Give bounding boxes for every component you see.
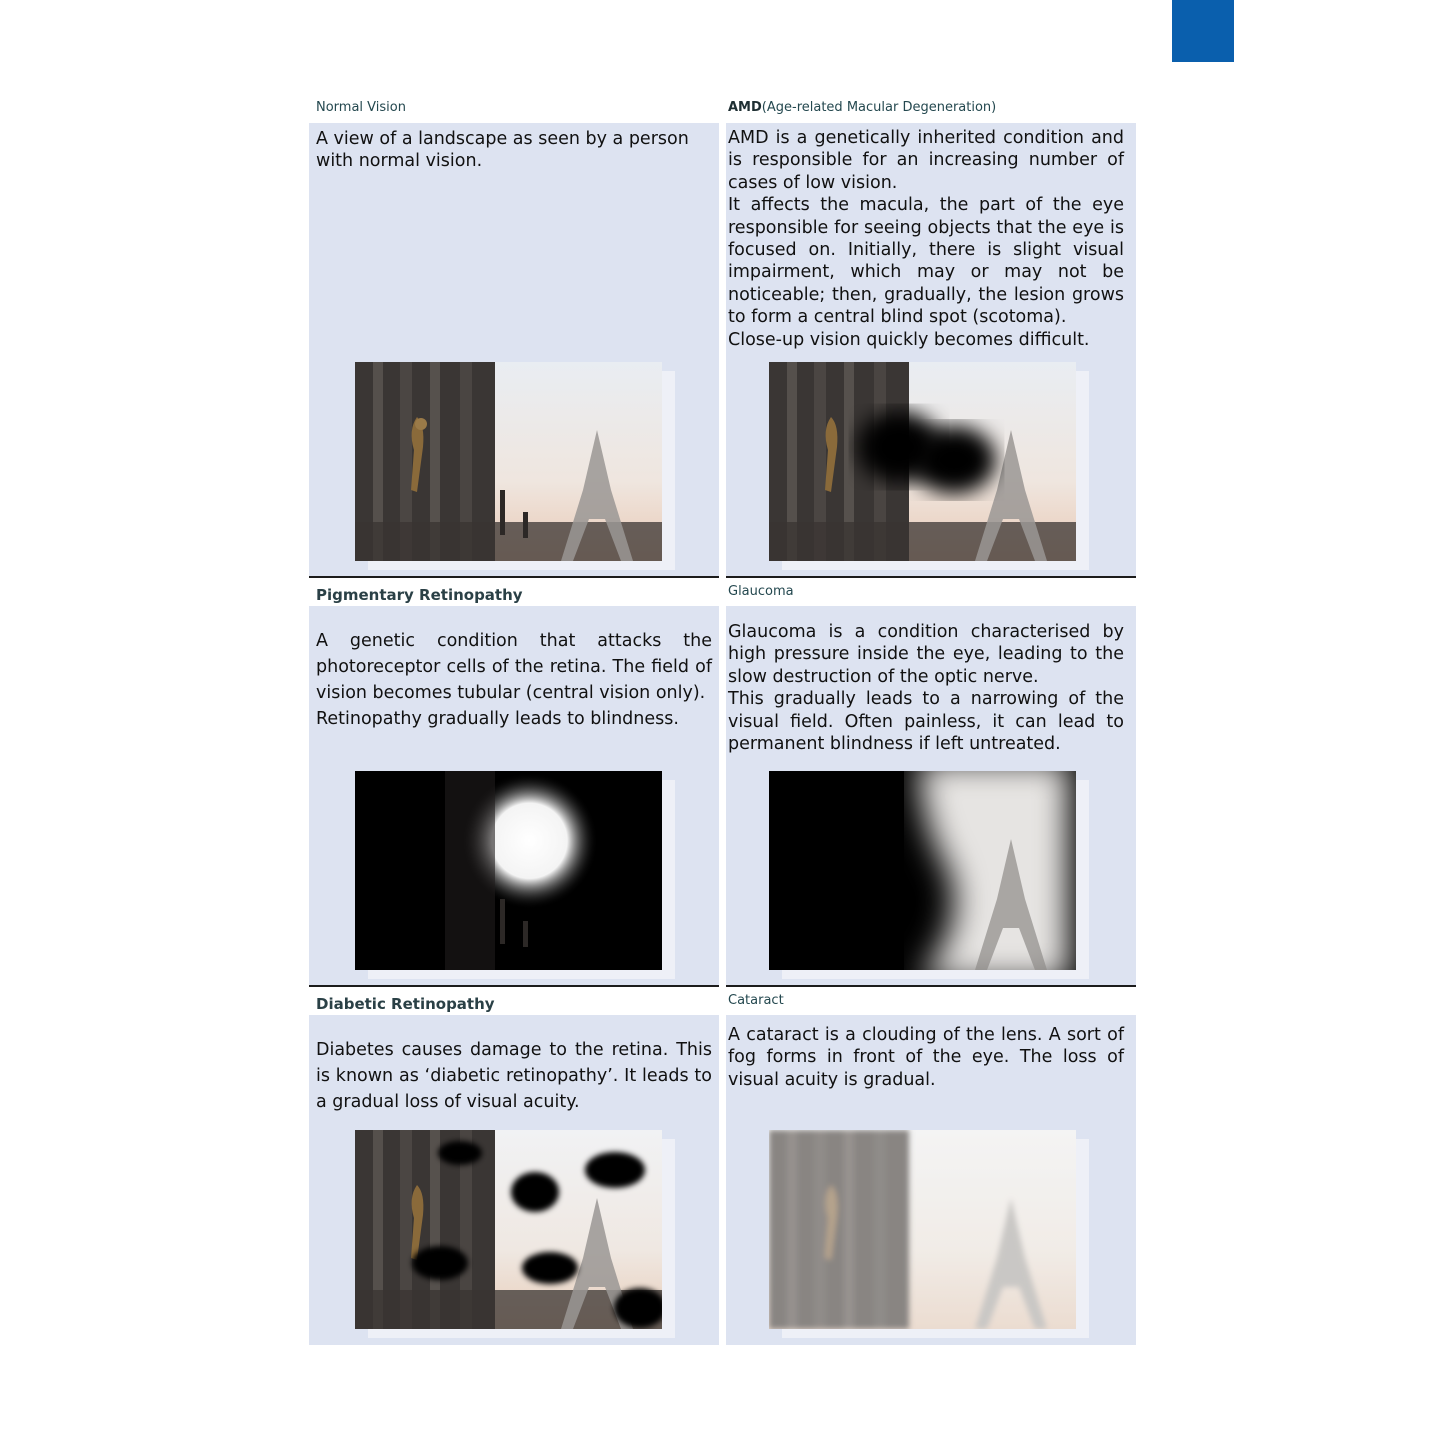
normal-vision-text: A view of a landscape as seen by a person with normal vision. — [316, 129, 689, 172]
divider — [309, 985, 719, 987]
normal-vision-image — [355, 362, 662, 561]
diabetic-text: Diabetes causes damage to the retina. This is known as ‘diabetic retinopathy’. It leads to a gradual loss of visual acuity. — [316, 1040, 712, 1112]
cataract-image — [769, 1130, 1076, 1329]
amd-image — [769, 362, 1076, 561]
glaucoma-image — [769, 771, 1076, 970]
diabetic-title: Diabetic Retinopathy — [316, 995, 495, 1013]
page-corner-tab — [1172, 0, 1234, 62]
cataract-text: A cataract is a clouding of the lens. A sort of fog forms in front of the eye. The loss of visual acuity is gradual. — [728, 1025, 1124, 1090]
divider — [726, 985, 1136, 987]
cataract-title: Cataract — [728, 993, 784, 1008]
normal-vision-title: Normal Vision — [316, 100, 406, 115]
amd-paragraph: AMD is a genetically inherited condition and is responsible for an increasing number of cases of low vision. — [728, 128, 1124, 193]
divider — [726, 576, 1136, 578]
amd-title: AMD(Age-related Macular Degeneration) — [728, 100, 997, 115]
pigmentary-image — [355, 771, 662, 970]
pigmentary-paragraph: Retinopathy gradually leads to blindness. — [316, 709, 679, 729]
pigmentary-text — [316, 628, 712, 732]
pigmentary-title: Pigmentary Retinopathy — [316, 586, 523, 604]
divider — [309, 576, 719, 578]
glaucoma-title: Glaucoma — [728, 584, 794, 599]
amd-paragraph: Close-up vision quickly becomes difficult. — [728, 329, 1090, 350]
diabetic-image — [355, 1130, 662, 1329]
amd-paragraph: It affects the macula, the part of the eye responsible for seeing objects that the eye is focused on. Initially, there is slight visual impairment, which may or may not be noticeable; then, gradually, the lesion grows to form a central blind spot (scotoma). — [728, 195, 1124, 328]
glaucoma-paragraph: Glaucoma is a condition characterised by high pressure inside the eye, leading to the slow destruction of the optic nerve. — [728, 622, 1124, 687]
glaucoma-paragraph: This gradually leads to a narrowing of the visual field. Often painless, it can lead to permanent blindness if left untreated. — [728, 689, 1124, 755]
amd-text — [728, 127, 1124, 351]
glaucoma-text — [728, 621, 1124, 755]
pigmentary-paragraph: A genetic condition that attacks the photoreceptor cells of the retina. The field of vision becomes tubular (central vision only). — [316, 631, 712, 703]
